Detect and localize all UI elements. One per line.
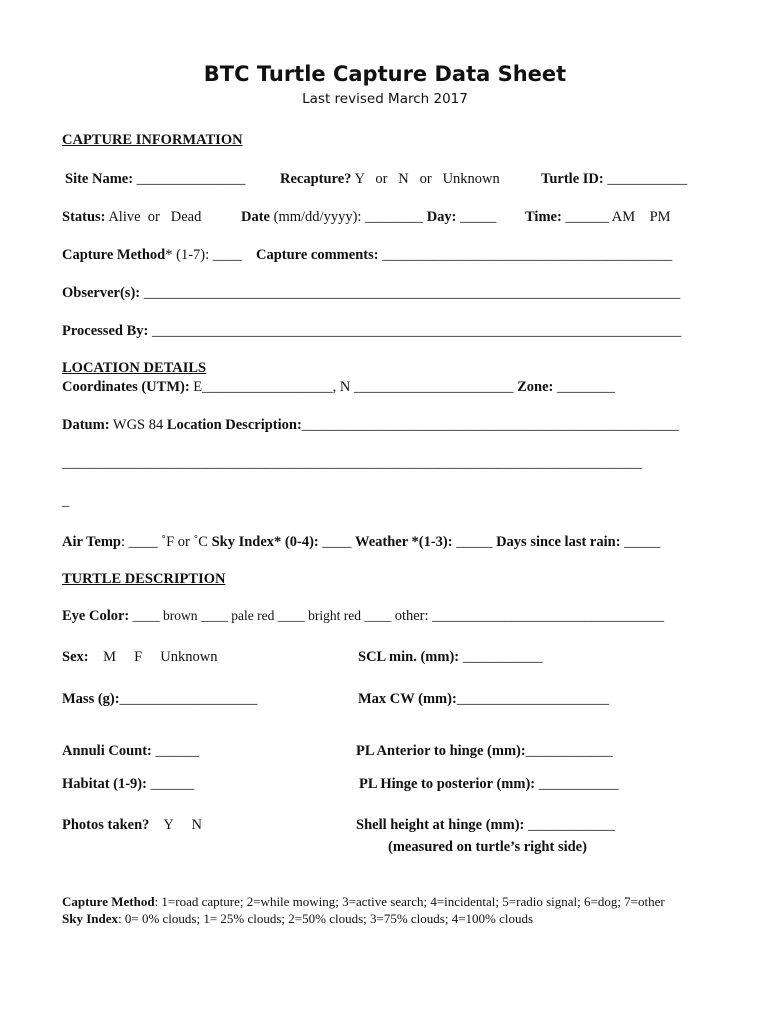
coordinates-blank: E__________________, N ______________________ <box>189 379 514 395</box>
processed-by-blank: _________________________________________________________________________ <box>148 323 682 339</box>
days-since-rain-blank: _____ <box>620 534 661 550</box>
habitat-label: Habitat (1-9): <box>62 776 147 792</box>
sky-index-blank: ____ <box>318 534 355 550</box>
annuli-count-blank: ______ <box>151 743 199 759</box>
location-description-blank: ____________________________________________________ <box>301 417 679 433</box>
location-section-heading: LOCATION DETAILS <box>62 360 207 376</box>
eye-color-other: other: ________________________________ <box>394 608 665 624</box>
capture-section-heading: CAPTURE INFORMATION <box>62 132 243 148</box>
form-title: BTC Turtle Capture Data Sheet <box>203 62 567 86</box>
pl-posterior-field[interactable] <box>359 776 619 793</box>
sky-index-legend-label: Sky Index <box>62 911 118 926</box>
capture-method-legend <box>62 894 665 910</box>
max-cw-blank: _____________________ <box>456 691 610 707</box>
date-label: Date <box>241 209 270 225</box>
site-name-field[interactable] <box>65 171 245 188</box>
status-options: Alive or Dead <box>105 209 202 225</box>
observers-blank: __________________________________________________________________________ <box>140 285 681 301</box>
capture-method-label: Capture Method <box>62 247 166 263</box>
sex-options: M F Unknown <box>88 649 218 665</box>
turtle-section-heading: TURTLE DESCRIPTION <box>62 571 226 587</box>
turtle-id-blank: ___________ <box>603 171 688 187</box>
site-name-blank: _______________ <box>133 171 246 187</box>
site-name-label: Site Name: <box>65 171 134 187</box>
shell-height-note-text: (measured on turtle’s right side) <box>388 839 587 855</box>
processed-by-field[interactable] <box>62 323 681 340</box>
shell-height-field[interactable] <box>356 817 615 834</box>
weather-conditions-row[interactable] <box>62 534 660 551</box>
location-description-label: Location Description: <box>166 417 302 433</box>
date-day-field[interactable] <box>241 209 496 226</box>
mass-field[interactable] <box>62 691 257 708</box>
processed-by-label: Processed By: <box>62 323 149 339</box>
eye-color-options: ____ brown ____ pale red ____ bright red ____ <box>129 608 395 623</box>
shell-height-label: Shell height at hinge (mm): <box>356 817 525 833</box>
mass-label: Mass (g): <box>62 691 120 707</box>
habitat-field[interactable] <box>62 776 194 793</box>
datum-label: Datum: <box>62 417 110 433</box>
datum-location-field[interactable] <box>62 417 679 434</box>
pl-posterior-label: PL Hinge to posterior (mm): <box>359 776 536 792</box>
max-cw-label: Max CW (mm): <box>358 691 457 707</box>
capture-method-legend-label: Capture Method <box>62 894 155 909</box>
max-cw-field[interactable] <box>358 691 609 708</box>
zone-label: Zone: <box>513 379 554 395</box>
coordinates-label: Coordinates (UTM): <box>62 379 190 395</box>
pl-posterior-blank: ___________ <box>535 776 619 792</box>
weather-blank: _____ <box>452 534 497 550</box>
photos-taken-field[interactable] <box>62 817 202 834</box>
location-description-line-3[interactable]: _ <box>62 493 70 509</box>
scl-min-label: SCL min. (mm): <box>358 649 460 665</box>
shell-height-note <box>388 839 587 856</box>
scl-min-field[interactable] <box>358 649 542 666</box>
time-field[interactable] <box>525 209 671 226</box>
photos-taken-options: Y N <box>149 817 202 833</box>
capture-comments-field[interactable] <box>256 247 672 264</box>
eye-color-field[interactable] <box>62 608 664 625</box>
habitat-blank: ______ <box>146 776 195 792</box>
coordinates-field[interactable] <box>62 379 615 396</box>
mass-blank: ___________________ <box>119 691 258 707</box>
day-blank: _____ <box>456 209 497 225</box>
pl-anterior-blank: ____________ <box>525 743 613 759</box>
scl-min-blank: ___________ <box>459 649 543 665</box>
capture-method-field[interactable] <box>62 247 242 264</box>
day-label: Day: <box>423 209 457 225</box>
sex-field[interactable] <box>62 649 218 666</box>
observers-field[interactable] <box>62 285 680 302</box>
sky-index-legend <box>62 911 533 927</box>
recapture-field[interactable] <box>280 171 500 188</box>
sky-index-label: Sky Index* (0-4): <box>211 534 319 550</box>
turtle-id-label: Turtle ID: <box>541 171 604 187</box>
capture-comments-blank: ________________________________________ <box>378 247 673 263</box>
weather-label: Weather *(1-3): <box>355 534 453 550</box>
datum-value: WGS 84 <box>109 417 167 433</box>
air-temp-blank: : ____ ˚F or ˚C <box>120 534 212 550</box>
annuli-count-label: Annuli Count: <box>62 743 152 759</box>
annuli-count-field[interactable] <box>62 743 199 760</box>
revision-date: Last revised March 2017 <box>302 91 468 107</box>
status-field[interactable] <box>62 209 201 226</box>
observers-label: Observer(s): <box>62 285 141 301</box>
date-format: (mm/dd/yyyy): ________ <box>270 209 424 225</box>
status-label: Status: <box>62 209 106 225</box>
pl-anterior-label: PL Anterior to hinge (mm): <box>356 743 526 759</box>
air-temp-label: Air Temp <box>62 534 121 550</box>
photos-taken-label: Photos taken? <box>62 817 150 833</box>
sky-index-legend-text: : 0= 0% clouds; 1= 25% clouds; 2=50% clouds; 3=75% clouds; 4=100% clouds <box>118 911 534 926</box>
location-description-line-2[interactable]: ________________________________________________________________________________ <box>62 455 642 471</box>
capture-comments-label: Capture comments: <box>256 247 379 263</box>
time-blank: ______ AM PM <box>561 209 671 225</box>
eye-color-label: Eye Color: <box>62 608 130 624</box>
zone-blank: ________ <box>553 379 616 395</box>
shell-height-blank: ____________ <box>524 817 615 833</box>
turtle-id-field[interactable] <box>541 171 687 188</box>
days-since-rain-label: Days since last rain: <box>496 534 621 550</box>
recapture-options: Y or N or Unknown <box>351 171 500 187</box>
capture-method-note: * (1-7): ____ <box>165 247 242 263</box>
time-label: Time: <box>525 209 562 225</box>
sex-label: Sex: <box>62 649 89 665</box>
pl-anterior-field[interactable] <box>356 743 613 760</box>
recapture-label: Recapture? <box>280 171 352 187</box>
capture-method-legend-text: : 1=road capture; 2=while mowing; 3=active search; 4=incidental; 5=radio signal; 6=dog; 7=other <box>154 894 665 909</box>
